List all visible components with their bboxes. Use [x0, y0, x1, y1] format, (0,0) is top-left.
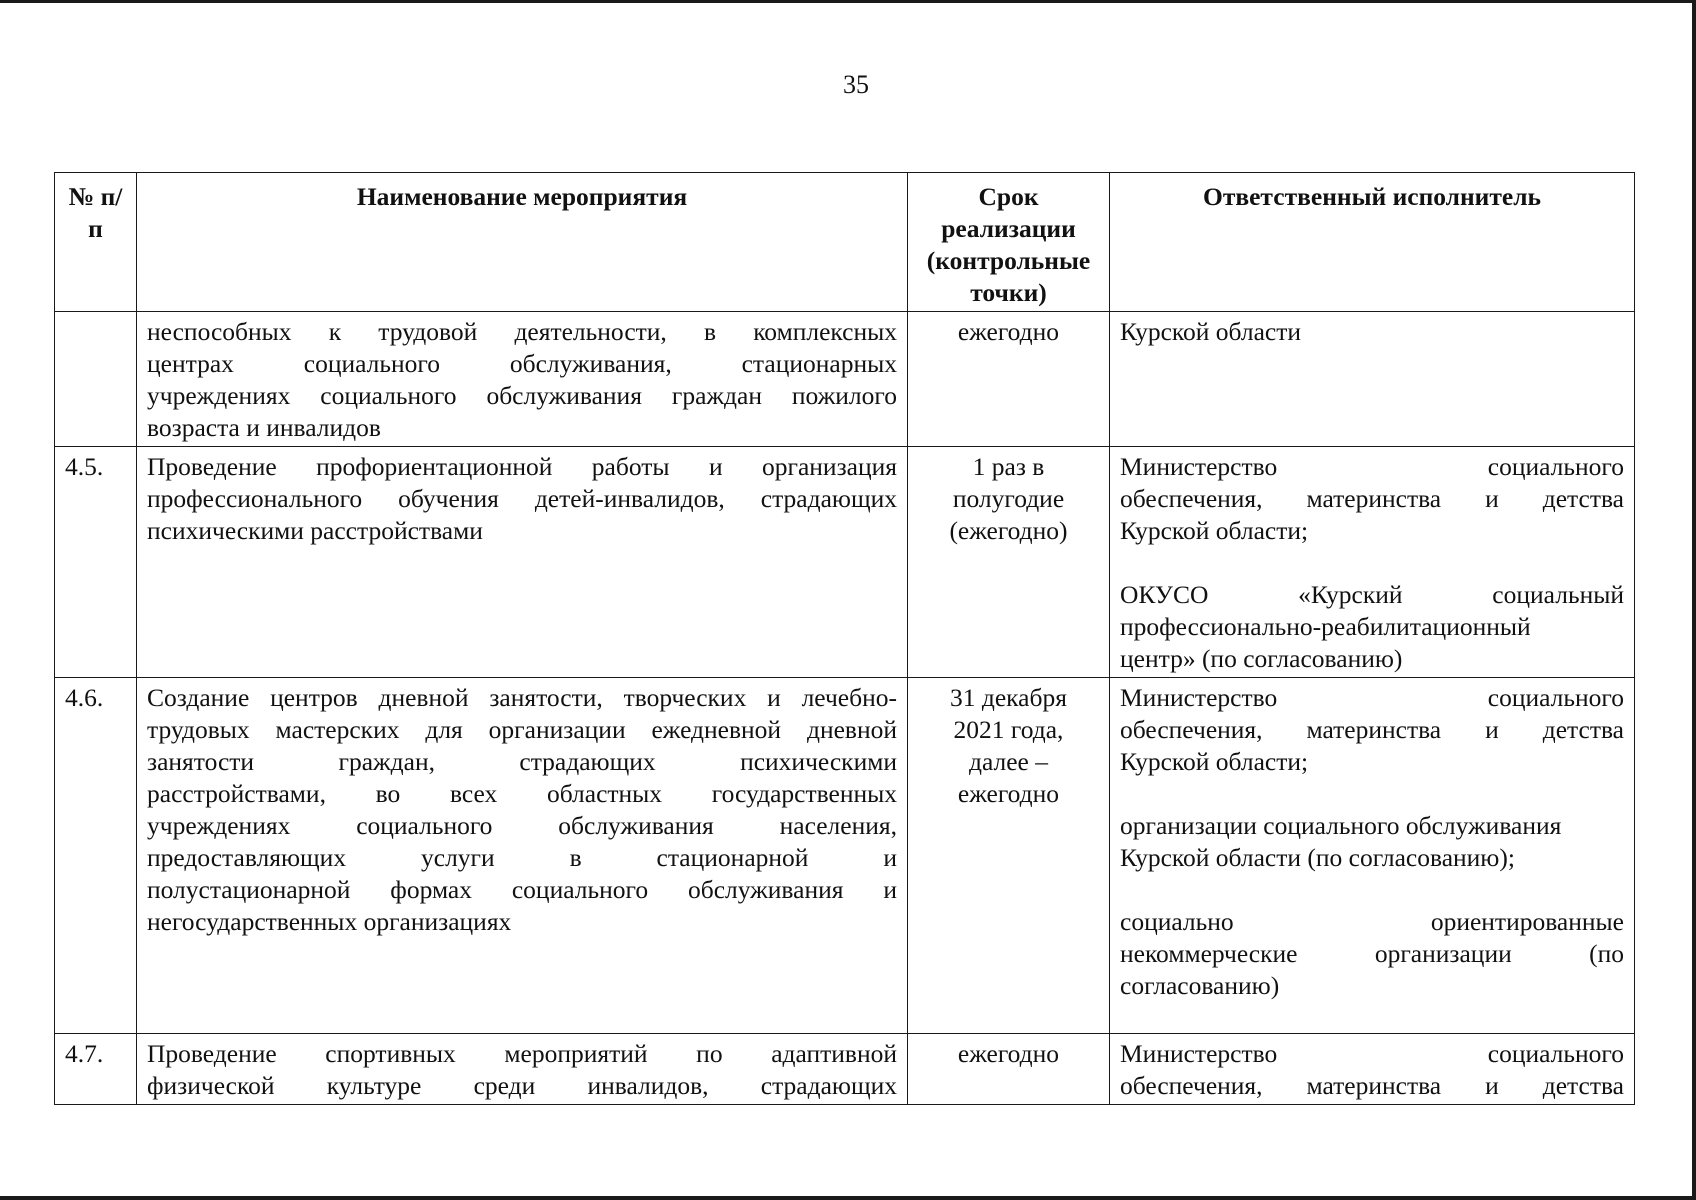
- responsible-line: обеспечения, материнства и детства: [1120, 484, 1624, 513]
- term-line: далее –: [968, 747, 1048, 776]
- row-number: 4.6.: [55, 678, 137, 1034]
- term-cell: ежегодно: [908, 1034, 1110, 1105]
- responsible-cell: [1110, 447, 1635, 678]
- measure-name-line: негосударственных организациях: [147, 907, 512, 936]
- measure-name-line: занятости граждан, страдающих психическими: [147, 747, 897, 776]
- measure-name-line: полустационарной формах социального обслуживания и: [147, 875, 897, 904]
- term-line: полугодие: [952, 484, 1065, 513]
- term-line: 2021 года,: [953, 715, 1064, 744]
- measure-name-line: Создание центров дневной занятости, творческих и лечебно-: [147, 683, 897, 712]
- measure-name-line: Проведение профориентационной работы и организация: [147, 452, 897, 481]
- responsible-line: некоммерческие организации (по: [1120, 939, 1624, 968]
- table-row: [55, 447, 1635, 678]
- table-header-row: [55, 173, 1635, 312]
- term-cell: [908, 447, 1110, 678]
- measure-name-line: физической культуре среди инвалидов, страдающих: [147, 1071, 897, 1100]
- responsible-line: Курской области (по согласованию);: [1120, 843, 1515, 872]
- responsible-line: центр» (по согласованию): [1120, 644, 1403, 673]
- table-row: [55, 312, 1635, 447]
- responsible-line: Курской области;: [1120, 747, 1309, 776]
- term-line: (ежегодно): [949, 516, 1068, 545]
- term-cell: ежегодно: [908, 312, 1110, 447]
- term-cell: [908, 678, 1110, 1034]
- scan-border-right: [1692, 0, 1696, 1200]
- measure-name-line: неспособных к трудовой деятельности, в комплексных: [147, 317, 897, 346]
- measure-name-line: центрах социального обслуживания, стационарных: [147, 349, 897, 378]
- measure-name-line: психическими расстройствами: [147, 516, 483, 545]
- responsible-line: обеспечения, материнства и детства: [1120, 715, 1624, 744]
- measure-name: [137, 678, 908, 1034]
- responsible-cell: [1110, 678, 1635, 1034]
- responsible-line: организации социального обслуживания: [1120, 811, 1562, 840]
- row-number: 4.7.: [55, 1034, 137, 1105]
- scan-border-bottom: [0, 1196, 1696, 1200]
- responsible-line: Курской области;: [1120, 516, 1309, 545]
- responsible-line: Министерство социального: [1120, 683, 1624, 712]
- responsible-line: обеспечения, материнства и детства: [1120, 1071, 1624, 1100]
- responsible-line: ОКУСО «Курский социальный: [1120, 580, 1624, 609]
- measure-name-line: предоставляющих услуги в стационарной и: [147, 843, 897, 872]
- measure-name-line: расстройствами, во всех областных государственных: [147, 779, 897, 808]
- responsible-line: профессионально-реабилитационный: [1120, 612, 1531, 641]
- term-line: 1 раз в: [972, 452, 1045, 481]
- measures-table: [54, 172, 1635, 1105]
- responsible-line: Министерство социального: [1120, 1039, 1624, 1068]
- term-line: ежегодно: [957, 779, 1060, 808]
- scan-border-top: [0, 0, 1696, 3]
- header-term: Срок реализации (контрольные точки): [908, 173, 1110, 312]
- responsible-line: Курской области: [1120, 317, 1302, 346]
- measure-name-line: учреждениях социального обслуживания населения,: [147, 811, 897, 840]
- header-name: Наименование мероприятия: [137, 173, 908, 312]
- header-responsible: Ответственный исполнитель: [1110, 173, 1635, 312]
- row-number: 4.5.: [55, 447, 137, 678]
- measure-name: [137, 1034, 908, 1105]
- responsible-line: социально ориентированные: [1120, 907, 1624, 936]
- page-number: 35: [843, 70, 869, 99]
- table-row: [55, 1034, 1635, 1105]
- responsible-line: согласованию): [1120, 971, 1280, 1000]
- measure-name: [137, 312, 908, 447]
- measure-name-line: трудовых мастерских для организации ежедневной дневной: [147, 715, 897, 744]
- row-number: [55, 312, 137, 447]
- term-line: 31 декабря: [950, 683, 1067, 712]
- responsible-cell: [1110, 312, 1635, 447]
- table-row: [55, 678, 1635, 1034]
- measure-name-line: Проведение спортивных мероприятий по адаптивной: [147, 1039, 897, 1068]
- measure-name: [137, 447, 908, 678]
- header-num: № п/п: [55, 173, 137, 312]
- responsible-line: Министерство социального: [1120, 452, 1624, 481]
- responsible-cell: [1110, 1034, 1635, 1105]
- measure-name-line: возраста и инвалидов: [147, 413, 381, 442]
- measure-name-line: профессионального обучения детей-инвалидов, страдающих: [147, 484, 897, 513]
- measure-name-line: учреждениях социального обслуживания граждан пожилого: [147, 381, 897, 410]
